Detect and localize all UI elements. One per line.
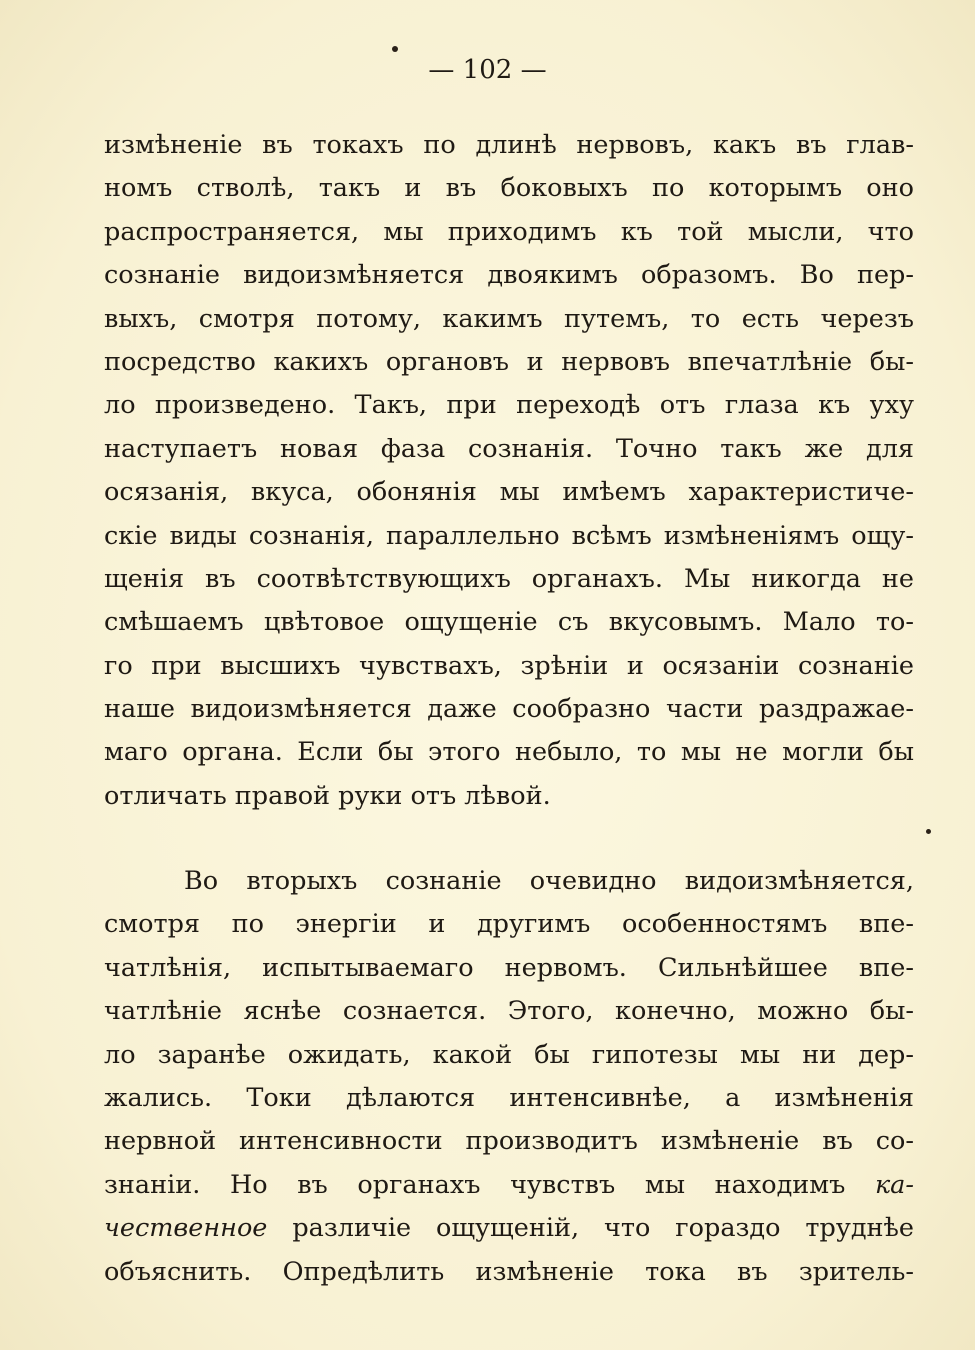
line-text: знаніи. Но въ органахъ чувствъ мы находимъ: [104, 1169, 846, 1200]
text-line: маго органа. Если бы этого небыло, то мы не могли бы: [104, 737, 914, 768]
text-line: щенія въ соотвѣтствующихъ органахъ. Мы никогда не: [104, 563, 914, 594]
text-line: скіе виды сознанія, параллельно всѣмъ измѣненіямъ ощу-: [104, 520, 914, 551]
text-line: жались. Токи дѣлаются интенсивнѣе, а измѣненія: [104, 1082, 914, 1113]
text-line: чатлѣнія, испытываемаго нервомъ. Сильнѣйшее впе-: [104, 952, 914, 983]
text-line: Во вторыхъ сознаніе очевидно видоизмѣняется,: [184, 866, 914, 896]
text-line: объяснить. Опредѣлить измѣненіе тока въ зритель-: [104, 1256, 914, 1287]
text-line: ло произведено. Такъ, при переходѣ отъ глаза къ уху: [104, 390, 914, 421]
text-line: номъ стволѣ, такъ и въ боковыхъ по которымъ оно: [104, 173, 914, 204]
text-line: [104, 1207, 914, 1250]
text-line: осязанія, вкуса, обонянія мы имѣемъ характеристиче-: [104, 477, 914, 508]
text-line: отличать правой руки отъ лѣвой.: [104, 780, 551, 811]
text-line: нервной интенсивности производитъ измѣненіе въ со-: [104, 1126, 914, 1157]
ink-speck: [926, 829, 931, 834]
text-line: смѣшаемъ цвѣтовое ощущеніе съ вкусовымъ. Мало то-: [104, 607, 914, 638]
text-line: выхъ, смотря потому, какимъ путемъ, то есть черезъ: [104, 303, 914, 334]
text-line: распространяется, мы приходимъ къ той мысли, что: [104, 216, 914, 247]
text-line: наступаетъ новая фаза сознанія. Точно такъ же для: [104, 433, 914, 464]
line-text: различіе ощущеній, что гораздо труднѣе: [292, 1213, 915, 1244]
text-line: чатлѣніе яснѣе сознается. Этого, конечно, можно бы-: [104, 996, 914, 1027]
paragraph-1: [104, 124, 914, 818]
text-line: го при высшихъ чувствахъ, зрѣніи и осязаніи сознаніе: [104, 650, 914, 681]
paragraph-2: [104, 860, 914, 1294]
text-line: посредство какихъ органовъ и нервовъ впечатлѣніе бы-: [104, 346, 914, 377]
text-line: наше видоизмѣняется даже сообразно части раздражае-: [104, 694, 914, 725]
page-number: — 102 —: [428, 55, 547, 85]
text-line: измѣненіе въ токахъ по длинѣ нервовъ, какъ въ глав-: [104, 130, 914, 160]
text-line: смотря по энергіи и другимъ особенностямъ впе-: [104, 909, 914, 940]
italic-word: ка-: [874, 1169, 914, 1200]
ink-speck: [392, 46, 398, 52]
italic-word: чественное: [104, 1213, 268, 1244]
text-line: [104, 1164, 914, 1207]
text-line: сознаніе видоизмѣняется двоякимъ образомъ. Во пер-: [104, 260, 914, 291]
text-line: ло заранѣе ожидать, какой бы гипотезы мы ни дер-: [104, 1039, 914, 1070]
